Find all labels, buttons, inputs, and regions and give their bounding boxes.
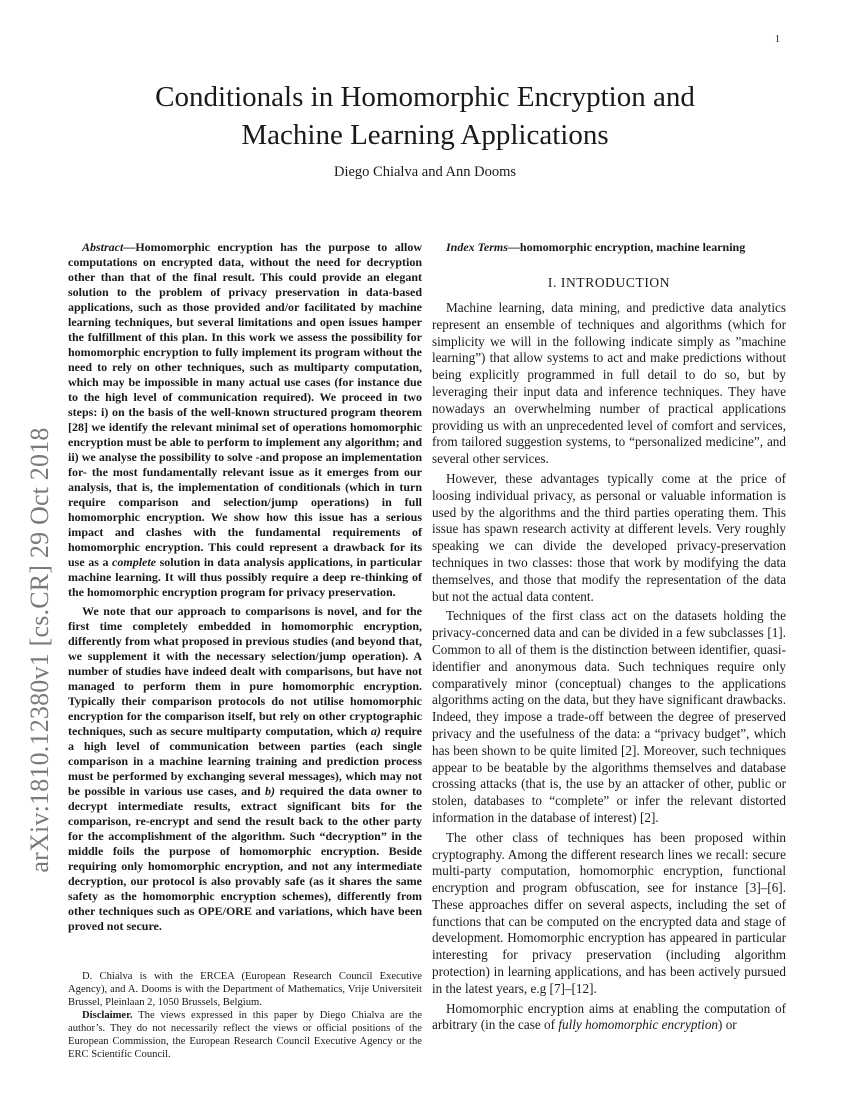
right-column [432,240,786,1037]
index-terms [432,240,786,255]
abstract-text-end: solution in data analysis applications, in particular machine learning. It will thus possibly require a deep re-thinking of the homomorphic encryption program for privacy preservation. [68,555,422,599]
left-column [68,240,422,1061]
disclaimer-footnote [68,1009,422,1061]
intro-paragraph-2: However, these advantages typically come at the price of loosing individual privacy, as personal or valuable information is used by the algorithms and the third parties operating them. This issue has spawn research activity at different levels. Very roughly speaking we can divide the developed privacy-preservation techniques in two classes: those that work by modifying the data themselves, and those that modify the representation of the data but not the actual data content. [432,470,786,604]
abstract-p2-part1: We note that our approach to comparisons is novel, and for the first time completely embedded in homomorphic encryption, differently from what proposed in previous studies (and beyond that, we supplement it with the necessary selection/jump operation). A number of studies have indeed dealt with comparisons, but have not managed to perform them in pure homomorphic encryption. Typically their comparison protocols do not utilise homomorphic encryption for the comparison itself, but rely on other cryptographic techniques, such as secure multiparty computation, which [68,604,422,738]
title-line-2: Machine Learning Applications [241,119,609,151]
page-number: 1 [775,34,780,45]
disclaimer-label: Disclaimer. [82,1010,133,1021]
abstract-text: —Homomorphic encryption has the purpose to allow computations on encrypted data, without the need for decryption other than that of the final result. This could provide an elegant solution to the problem of privacy preservation in data-based applications, such as those provided and/or facilitated by machine learning techniques, but several limitations and open issues hamper the fulfillment of this plan. In this work we assess the possibility for homomorphic encryption to fully implement its program without the need to rely on other techniques, such as multiparty computation, which may be impossible in many actual use cases (for instance due to the high level of communication required). We proceed in two steps: i) on the basis of the well-known structured program theorem [28] we identify the relevant minimal set of operations homomorphic encryption must be able to perform to implement any algorithm; and ii) we analyse the possibility to solve -and propose an implementation for- the most fundamentally relevant issue as it emerges from our analysis, that is, the implementation of conditionals (which in turn require comparison and selection/jump operations) in full homomorphic encryption. We show how this issue has a serious impact and clashes with the fundamental requirements of homomorphic encryption. This could represent a drawback for its use as a [68,240,422,569]
abstract-p2-part2: require a high level of communication between parties (each single comparison in a machine learning training and prediction process must be performed by exchanging several messages), which may not be possible in various use cases, and [68,724,422,798]
intro-p5-italic: fully homomorphic encryption [558,1017,719,1033]
footnotes [68,970,422,1061]
abstract-label: Abstract [82,240,124,254]
item-a-label: a) [370,724,381,738]
item-b-label: b) [264,784,275,798]
abstract-second-paragraph [68,604,422,934]
disclaimer-text: The views expressed in this paper by Diego Chialva are the author’s. They do not necessarily reflect the views or official positions of the European Commission, the European Research Council Executive Agency or the ERC Scientific Council. [68,1010,422,1060]
title-line-1: Conditionals in Homomorphic Encryption and [155,81,695,113]
intro-paragraph-5 [432,1001,786,1035]
affiliation-footnote: D. Chialva is with the ERCEA (European Research Council Executive Agency), and A. Dooms is with the Department of Mathematics, Vrije Universiteit Brussel, Pleinlaan 2, 1050 Brussels, Belgium. [68,971,422,1008]
intro-p5-start: Homomorphic encryption aims at enabling the computation of arbitrary (in the case of [432,1000,786,1033]
abstract-p2-part3: required the data owner to decrypt intermediate results, extract significant bits for the comparison, re-encrypt and send the result back to the other party for the accomplishment of the algorithm. Such “decryption” in the middle foils the purpose of homomorphic encryption. Beside requiring only homomorphic encryption, and not any intermediate decryption, our protocol is also provably safe (as it shares the same safety as the homomorphic encryption schemes), differently from other techniques such as OPE/ORE and variations, which have been proved not secure. [68,784,422,933]
authors: Diego Chialva and Ann Dooms [333,164,517,180]
index-terms-label: Index Terms [446,240,508,254]
abstract [68,240,422,600]
abstract-italic-term: complete [112,555,157,569]
intro-paragraph-3: Techniques of the first class act on the datasets holding the privacy-concerned data and can be divided in a few subclasses [1]. Common to all of them is the distinction between identifier, quasi-identifier and anonymous data. Such techniques require only comparatively minor (conceptual) changes to the applications algorithms acting on the data, but they have significant drawbacks. Indeed, they impose a trade-off between the degree of preserved privacy and the usefulness of the data: a “privacy budget”, which has been shown to be quite limited [2]. Moreover, such techniques appear to be beatable by the algorithms themselves and database crossing attacks (that is, the use by an attacker of other, public or stolen, databases to “complete” or infer the relevant distorted information in the database of interest) [2]. [432,608,786,825]
paper-title [60,78,790,154]
arxiv-identifier-stamp: arXiv:1810.12380v1 [cs.CR] 29 Oct 2018 [25,427,54,873]
intro-p5-end: ) or [718,1017,737,1033]
intro-paragraph-1: Machine learning, data mining, and predictive data analytics represent an ensemble of techniques and algorithms (which for simplicity we will in the following indicate simply as ”machine learning”) that allow systems to act and make predictions without being explicitly programmed in full detail to do so, but by leveraging their input data and inference techniques. They have nowadays an overwhelming number of practical applications providing us with an unprecedented level of comfort and services, from tailored suggestion systems, to “personalized medicine”, and several other services. [432,300,786,467]
intro-paragraph-4: The other class of techniques has been proposed within cryptography. Among the different research lines we recall: secure multi-party computation, homomorphic encryption, functional encryption and program obfuscation, see for instance [3]–[6]. These approaches differ on several aspects, including the set of functions that can be computed on the encrypted data and stage of development. Homomorphic encryption has appeared in particular interesting for privacy preservation (including algorithm protection) in learning applications, and has been actively pursued in the latest years, e.g [7]–[12]. [432,829,786,996]
section-heading-introduction: I. INTRODUCTION [547,275,671,290]
index-terms-text: —homomorphic encryption, machine learning [507,240,746,254]
